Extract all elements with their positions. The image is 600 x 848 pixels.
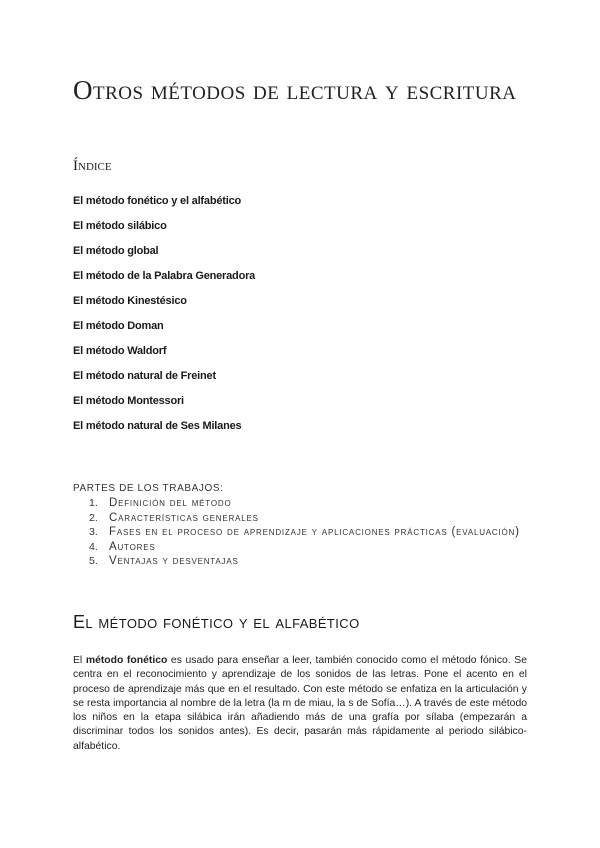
list-item-label: Autores bbox=[109, 540, 156, 553]
list-number: 3. bbox=[89, 526, 98, 538]
toc-item-freinet[interactable]: El método natural de Freinet bbox=[73, 370, 216, 382]
toc-item-kinestesico[interactable]: El método Kinestésico bbox=[73, 295, 187, 307]
toc-item-waldorf[interactable]: El método Waldorf bbox=[73, 345, 167, 357]
parts-list bbox=[73, 496, 527, 569]
parts-section bbox=[73, 482, 527, 569]
toc-item-fonetico[interactable]: El método fonético y el alfabético bbox=[73, 195, 242, 207]
section-heading: El método fonético y el alfabético bbox=[73, 612, 360, 632]
section-paragraph bbox=[73, 654, 527, 754]
page-title: Otros métodos de lectura y escritura bbox=[73, 75, 517, 105]
list-number: 4. bbox=[89, 540, 98, 553]
list-item-label: Ventajas y desventajas bbox=[109, 555, 239, 567]
paragraph-body: es usado para enseñar a leer, también conocido como el método fónico. Se centra en el reconocimiento y aprendizaje de los sonidos de las letras. Pone el acento en el proceso de aprendizaje más que en el resultado. Con este método se enfatiza en la articulación y se resta importancia al nombre de la letra (la m de miau, la s de Sofía…). A través de este método los niños en la etapa silábica irán añadiendo más de una grafía por sílaba (empezarán a discriminar todos los sonidos antes). Es decir, pasarán más rápidamente al periodo silábico-alfabético. bbox=[73, 655, 527, 752]
list-number: 2. bbox=[89, 511, 98, 524]
list-item bbox=[73, 496, 527, 511]
toc-item-ses-milanes[interactable]: El método natural de Ses Milanes bbox=[73, 420, 242, 432]
list-item-label: Fases en el proceso de aprendizaje y aplicaciones prácticas (evaluación) bbox=[109, 526, 520, 538]
list-item-label: Definición del método bbox=[109, 497, 232, 509]
index-heading: Índice bbox=[73, 158, 112, 174]
paragraph-prefix: El bbox=[73, 655, 86, 666]
paragraph-bold-term: método fonético bbox=[85, 655, 168, 666]
list-item-label: Características generales bbox=[109, 511, 259, 524]
list-number: 5. bbox=[89, 555, 98, 567]
list-number: 1. bbox=[89, 497, 98, 509]
list-item bbox=[73, 525, 527, 540]
toc-item-silabico[interactable]: El método silábico bbox=[73, 220, 167, 232]
list-item bbox=[73, 554, 527, 569]
toc-item-montessori[interactable]: El método Montessori bbox=[73, 395, 184, 407]
table-of-contents bbox=[73, 193, 255, 443]
toc-item-global[interactable]: El método global bbox=[73, 245, 159, 257]
list-item bbox=[73, 511, 527, 526]
parts-heading: PARTES DE LOS TRABAJOS: bbox=[73, 483, 224, 494]
toc-item-doman[interactable]: El método Doman bbox=[73, 320, 164, 332]
list-item bbox=[73, 540, 527, 555]
toc-item-palabra-generadora[interactable]: El método de la Palabra Generadora bbox=[73, 270, 256, 282]
